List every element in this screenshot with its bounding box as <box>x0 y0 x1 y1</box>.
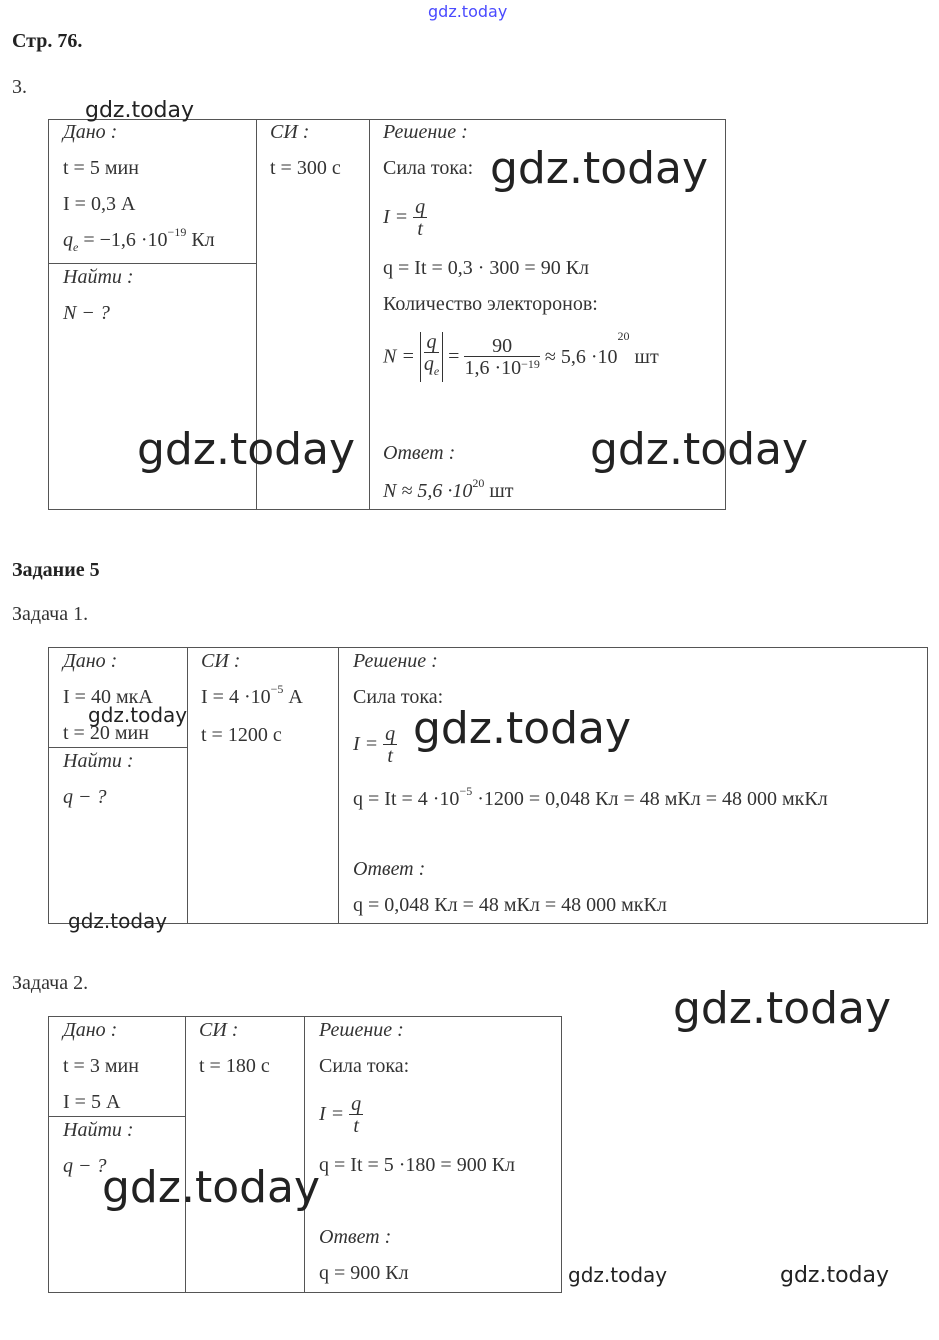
task3-solution-label: Решение : <box>383 121 468 143</box>
task3-formula-num: q <box>415 196 426 218</box>
problem2-formula-frac: $\frac{q}{t}$ <box>351 1093 362 1137</box>
watermark: gdz.today <box>85 98 195 123</box>
task3-given-1: t = 5 мин <box>63 157 139 179</box>
task3-n-abs-den: $q_e$ <box>423 353 440 378</box>
task3-given-3 <box>63 225 215 255</box>
problem1-solution-label: Решение : <box>353 650 438 672</box>
problem1-find-label: Найти : <box>63 750 134 772</box>
task3-n-lhs: N = <box>383 345 415 368</box>
task3-n-abs <box>420 332 443 382</box>
problem2-given-2: I = 5 А <box>63 1091 121 1113</box>
task3-si-label: СИ : <box>270 121 310 143</box>
task3-n-abs-num: q <box>424 332 439 353</box>
task3-n-frac <box>464 336 539 379</box>
task3-si: t = 300 с <box>270 157 341 179</box>
problem1-si-2: t = 1200 с <box>201 724 282 746</box>
task3-divider-2 <box>369 119 370 510</box>
watermark: gdz.today <box>780 1263 890 1288</box>
assignment5-heading: Задание 5 <box>12 559 100 581</box>
watermark: gdz.today <box>413 703 632 754</box>
task3-given-divider <box>48 263 256 264</box>
problem1-formula-frac: $\frac{q}{t}$ <box>385 723 396 767</box>
problem2-given-1: t = 3 мин <box>63 1055 139 1077</box>
problem1-given-1: I = 40 мкА <box>63 686 153 708</box>
task3-answer-exp: 20 <box>472 476 485 490</box>
task3-answer-label: Ответ : <box>383 442 456 464</box>
task3-formula-den: t <box>417 218 423 240</box>
task3-n-abs-den-sub: e <box>433 364 440 378</box>
task3-formula-lhs: I = <box>383 206 409 229</box>
task3-formula <box>383 197 427 240</box>
task3-find: N − ? <box>63 302 110 324</box>
task3-find-label: Найти : <box>63 266 134 288</box>
problem1-divider-2 <box>338 647 339 924</box>
problem2-find-label: Найти : <box>63 1119 134 1141</box>
problem2-title: Задача 2. <box>12 972 89 994</box>
problem1-table-border <box>48 647 928 924</box>
problem1-answer-label: Ответ : <box>353 858 426 880</box>
problem1-given-divider <box>48 747 187 748</box>
problem2-answer: q = 900 Кл <box>319 1262 409 1284</box>
problem2-given-label: Дано : <box>63 1019 118 1041</box>
problem2-calc: q = It = 5 ·180 = 900 Кл <box>319 1154 516 1176</box>
problem1-title: Задача 1. <box>12 603 89 625</box>
task3-n-frac-den: $1,6 \cdot 10^{-19}$ <box>464 356 540 379</box>
task3-given-2: I = 0,3 А <box>63 193 136 215</box>
page-heading: Стр. 76. <box>12 30 83 52</box>
problem2-solution-label: Решение : <box>319 1019 404 1041</box>
problem1-answer: q = 0,048 Кл = 48 мКл = 48 000 мкКл <box>353 894 667 916</box>
task3-qe-prefix: q <box>63 229 73 251</box>
task3-calc-q: q = It = 0,3 · 300 = 90 Кл <box>383 257 590 279</box>
watermark: gdz.today <box>102 1162 321 1213</box>
problem2-current-label: Сила тока: <box>319 1055 410 1077</box>
watermark: gdz.today <box>673 983 892 1034</box>
problem1-si-label: СИ : <box>201 650 241 672</box>
task3-n-result-exp: 20 <box>617 328 630 343</box>
task3-n-frac-num: 90 <box>464 336 539 357</box>
problem2-divider-2 <box>304 1016 305 1293</box>
problem2-formula: I = $\frac{q}{t}$ <box>319 1093 362 1137</box>
task3-n-eq: = <box>448 345 460 368</box>
task3-answer: $N \approx 5,6 \cdot 10^{20}$ шт <box>383 476 514 502</box>
problem1-si-1-exp: −5 <box>270 682 284 696</box>
task3-n-frac-den-exp: −19 <box>521 356 540 371</box>
task3-qe-exp: −19 <box>167 225 187 239</box>
task3-electrons-label: Количество электоронов: <box>383 293 598 315</box>
problem1-formula: I = $\frac{q}{t}$ <box>353 723 396 767</box>
problem1-calc: $q = It = 4 \cdot 10^{-5} \cdot 1200 = 0,048$ Кл = 48 мКл = 48 000 мкКл <box>353 784 828 810</box>
problem1-current-label: Сила тока: <box>353 686 444 708</box>
problem1-given-2: t = 20 мин <box>63 722 149 744</box>
task3-qe-mid: = −1,6 ·10 <box>78 229 168 251</box>
problem2-answer-label: Ответ : <box>319 1226 392 1248</box>
problem1-given-label: Дано : <box>63 650 118 672</box>
watermark: gdz.today <box>88 703 188 727</box>
watermark: gdz.today <box>590 424 809 475</box>
task3-given-label: Дано : <box>63 121 118 143</box>
watermark: gdz.today <box>68 909 168 933</box>
task3-formula-frac <box>413 197 427 240</box>
watermark: gdz.today <box>490 143 709 194</box>
task3-current-label: Сила тока: <box>383 157 474 179</box>
problem2-si-label: СИ : <box>199 1019 239 1041</box>
problem1-find: q − ? <box>63 786 107 808</box>
problem2-find: q − ? <box>63 1155 107 1177</box>
problem2-divider-1 <box>185 1016 186 1293</box>
watermark: gdz.today <box>137 424 356 475</box>
task3-n-abs-frac <box>424 332 439 382</box>
task3-qe-unit: Кл <box>186 229 215 251</box>
problem2-given-divider <box>48 1116 185 1117</box>
task3-n-result: ≈ $5,6 \cdot 10^{20}$ шт <box>544 328 659 368</box>
problem1-divider-1 <box>187 647 188 924</box>
problem1-si-1: $I = 4 \cdot 10^{-5}$ А <box>201 682 303 708</box>
problem1-calc-exp: −5 <box>459 784 473 798</box>
task3-qe-sub: e <box>73 240 79 254</box>
top-watermark: gdz.today <box>428 2 508 21</box>
task3-n-formula <box>383 328 659 382</box>
watermark: gdz.today <box>568 1263 668 1287</box>
problem2-si: t = 180 с <box>199 1055 270 1077</box>
task3-number: 3. <box>12 76 27 98</box>
